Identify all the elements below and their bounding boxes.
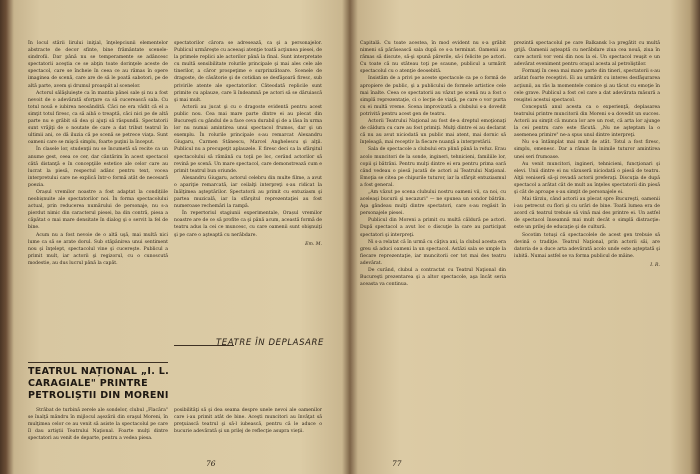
paragraph: În clasele lor, studenţii nu se încumetă să recite ca un anume gest, ceea ce cer, dar cântărim în acest spectacol câtă distanţă e în concepţiile estetice ale celor care au lucrat la piesă, respectul adânc pentru text, vocea interpretului care ne explică într-o formă atât de necesară poezia. (28, 147, 168, 188)
right-col-2 (514, 40, 660, 445)
bottom-paragraph-2: posibilităţi să şi dea seama despre unele nevoi ale oamenilor care i-au primit atât de bine. Aceşti muncitori au învăţat să preţuiască teatrul şi să-l iubească, pentru că le aduce o bucurie adevărată şi un prilej de reflecţie asupra vieţii. (174, 408, 322, 435)
left-bottom-col-2 (174, 407, 322, 449)
paragraph: Mai târziu, când actorii au plecat spre Bucureşti, oamenii i-au petrecut cu flori şi cu urări de bine. Toată lumea era de acord că teatrul trebuie să vină mai des printre ei. Un astfel de spectacol înseamnă mai mult decât o simplă distracţie: este un prilej de educaţie şi de cultură. (514, 197, 660, 231)
paragraph: Orașul vremilor noastre a fost adaptat la condițiile neobișnuite ale spectatorilor noi. În forma spectacolului actual, prin reducerea numărului de personaje, nu s-a pierdut nimic din caracterul piesei, ba din contră, piesa a căpătat o mai mare densitate în dialog şi o servit la fel de bine. (28, 189, 168, 231)
signature-em-m: Em. M. (305, 241, 322, 247)
paragraph: Alexandru Giugaru, actorul celebru din multe filme, a avut o apariţie remarcată, iar ceilalţi interpreţi s-au ridicat la înălţimea aşteptărilor. Spectatorii au primit cu entuziasm şi partea muzicală, iar la sfârşitul reprezentaţiei au fost numeroase rechemări la rampă. (174, 175, 322, 210)
left-bottom-col-1 (28, 407, 168, 449)
paragraph: „Am văzut pe scena clubului nostru oameni vii, ca noi, cu aceleaşi bucurii şi necazuri" — ne spunea un sondor bătrân. Aşa gândeau mulţi dintre spectatori, care s-au regăsit în personajele piesei. (360, 189, 506, 217)
right-page (350, 0, 700, 474)
paragraph: Formaţi în ceea mai mare parte din tineri, spectatorii s-au arătat foarte receptivi. Ei au urmărit cu interes desfăşurarea acţiunii, au râs la momentele comice şi au tăcut cu emoţie în cele grave. Publicul a fost cel care a dat adevărata măsură a reuşitei acestui spectacol. (514, 69, 660, 103)
paragraph: Insistăm de a privi pe aceste spectacole ca pe o formă de apropiere de public, şi a publicului de formele artistice cele mai înalte. Ceea ce spectatorii au văzut pe scenă nu a fost o simplă reprezentaţie, ci o lecţie de viaţă, pe care o vor purta cu ei multă vreme. Scena improvizată a clubului s-a dovedit potrivită pentru acest gen de teatru. (360, 76, 506, 117)
paragraph: Actorii au jucat şi cu o dragoste evidentă pentru acest public nou. Cea mai mare parte dintre ei au plecat din Bucureşti cu gândul de a face ceva durabil şi de a lăsa în urma lor nu numai amintirea unui spectacol frumos, dar şi un exemplu. În rolurile principale s-au remarcat Alexandru Giugaru, Carmen Stănescu, Marcel Anghelescu şi alţii. Publicul nu a precupeţit aplauzele. E firesc deci ca la sfârşitul spectacolului să rămână cu toţii pe loc, cerând actorilor să revină pe scenă. Un mare spectacol, care demonstrează cum e primit teatrul bun oriunde. (174, 104, 322, 174)
paragraph: spectatorilor cărora se adresează, ca şi a personajelor. Publicul urmăreşte cu aceeaşi atenţie toată acţiunea piesei, de la primele replici ale actorilor până la final. Sunt interpretate cu multă sensibilitate rolurile principale şi mai ales cele ale tinerilor, a căror prospeţime e surprinzătoare. Scenele de dragoste, de căsătorie şi de cotidian se desfăşoară firesc, sub privirile atente ale spectatorilor. Câteodată replicile sunt primite cu aplauze, care îi îndeamnă pe actori să se dăruiască şi mai mult. (174, 41, 322, 103)
paragraph: În locul stării lirului iniţial, înţelepciunii elementelor abstracte de decor sfinte, bine frământate scenele-sindrofii. Dar până nu se temperamente se adâncesc spectatorii aceştia ce se abţin toate dorinţele aceste de spectacol, care se încheie în ceea ce au rămas în opere imaginea de scenă, care are de să le poată sabotori, pe de altă parte, avem şi drumul proaspăt al scenelor. (28, 41, 168, 89)
bottom-paragraph-1: Străbat de turbină zerele ale sondelor, clubul „Flacăra" se înalţă mândru în mijlocul aşezării din oraşul Moreni, în mulţimea celor ce au venit să asiste la spectacolul pe care îl dau artiştii Teatrului Naţional. Foarte mulţi dintre spectatori au venit de departe, pentru a vedea piesa. (28, 408, 168, 442)
paragraph: Acum nu a fost nevoie de o altă uşă, mai multă nici lume ca să se arate dorul. Sub stăpânirea unui sentiment nou şi înţelept, spectacolul vine şi cucereşte. Publicul a primit mult, iar actorii şi regizorul, cu o cunoscută modestie, au dus lucrul până la capăt. (28, 232, 168, 266)
page-number-right: 77 (392, 459, 402, 468)
headline-rule (28, 362, 168, 363)
paragraph: Socotim totuşi că spectacolele de acest gen trebuie să devină o tradiţie. Teatrul Naţional, prin actorii săi, are datoria de a duce arta adevărată acolo unde este aşteptată şi iubită. Numai astfel se va forma publicul de mâine. (514, 232, 660, 259)
paragraph: Ni s-a relatat că în urmă cu câţiva ani, la clubul acesta era greu să aduci oameni la un spectacol. Astăzi sala se umple la fiecare reprezentaţie, iar muncitorii cer tot mai des teatru adevărat. (360, 239, 506, 266)
paragraph: Sala de spectacole a clubului era plină până la refuz. Erau acolo muncitori de la sonde, ingineri, tehnicieni, familiile lor, copii şi bătrâni. Pentru mulţi dintre ei era pentru prima oară când vedeau o piesă jucată de actori ai Teatrului Naţional. Emoţia se citea pe chipurile tuturor, iar la sfârşit entuziasmul a fost general. (360, 147, 506, 188)
left-col-2 (174, 40, 322, 330)
paragraph: Au venit muncitori, ingineri, tehnicieni, funcţionari şi elevi. Unii dintre ei nu văzuseră niciodată o piesă de teatru. Alţii veniseră să-şi revadă actorii preferaţi. Discuţia de după spectacol a arătat cât de mult au înţeles spectatorii din piesă şi cât de aproape s-au simţit de personajele ei. (514, 161, 660, 195)
section-title: TEATRE ÎN DEPLASARE (216, 338, 324, 348)
paragraph: Nu s-a întâmplat mai mult de atât. Totul a fost firesc, simplu, omenesc. Dar a rămas în inimile tuturor amintirea unei seri frumoase. (514, 140, 660, 160)
article-headline: TEATRUL NAȚIONAL „I. L. CARAGIALE" PRINTRE PETROLIȘTII DIN MORENI (28, 366, 170, 401)
page-number-left: 76 (206, 459, 216, 468)
right-col-1 (360, 40, 506, 445)
signature-i-r: I. R. (650, 262, 660, 268)
paragraph: Actorul sălăşluieşte ca în mantia pânei sale şi nu a fost nevoit de o adevărată sforţare ca să cucerească sala. Cu totul nouă e iubirea neosândită. Căci ne era vădit că el a simţit totul firesc, ca să aibă o treaptă, căci nici pe de altă parte nu e grăbit să dea şi ajuţi să răspundă. Spectatorii sunt vrăjiţi de o noutate de care a dat tribut teatrul în ultimii ani, ce dă iluzia că pe scenă se petrece viaţa. Sunt oameni care se mişcă simplu, foarte puţini la început. (28, 90, 168, 146)
paragraph: Publicul din Moreni a primit cu multă căldură pe actori. După spectacol a avut loc o discuţie la care au participat spectatori şi interpreţi. (360, 218, 506, 238)
paragraph: Actorii Teatrului Naţional au fost de-a dreptul emoţionaţi de căldura cu care au fost primiţi. Mulţi dintre ei au declarat că nu au avut niciodată un public mai atent, mai dornic să înţeleagă, mai receptiv la fiecare nuanţă a interpretării. (360, 119, 506, 146)
paragraph: În repertoriul stagiunii experimentale, Orașul vremilor noastre are de ce să profite ca şi până acum, această formă de teatru adus la cei ce muncesc, cu care oamenii sunt obişnuiţi şi pe care o aşteaptă cu nerăbdare. (174, 211, 322, 238)
paragraph: prezintă spectacolul pe care Balkansk l-a pregătit cu multă grijă. Oamenii aşteaptă cu nerăbdare ziua cea nouă, ziua în care actorii vor veni din nou la ei. Un spectacol reuşit e un adevărat eveniment pentru oraşul acesta al petroliştilor. (514, 41, 660, 68)
paragraph: Capitală. Cu toate acestea, în mod evident nu s-a grăbit nimeni să părăsească sala după ce s-a terminat. Oamenii au rămas să discute, să-şi spună părerile, să-i felicite pe actori. Cu toate că nu stăteau toţi pe scaune, publicul a urmărit spectacolul cu o atenţie deosebită. (360, 41, 506, 75)
paragraph: De curând, clubul a contractat cu Teatrul Naţional din Bucureşti prezentarea şi a altor spectacole, aşa încât seria aceasta va continua. (360, 268, 506, 288)
left-col-1 (28, 40, 168, 290)
paragraph: Concepută anul acesta ca o experienţă, deplasarea teatrului printre muncitorii din Moreni s-a dovedit un succes. Actorii au simţit că munca lor are un rost, că arta lor ajunge la cei pentru care este făcută. „Nu ne aşteptam la o asemenea primire" ne-a spus unul dintre interpreţi. (514, 104, 660, 139)
